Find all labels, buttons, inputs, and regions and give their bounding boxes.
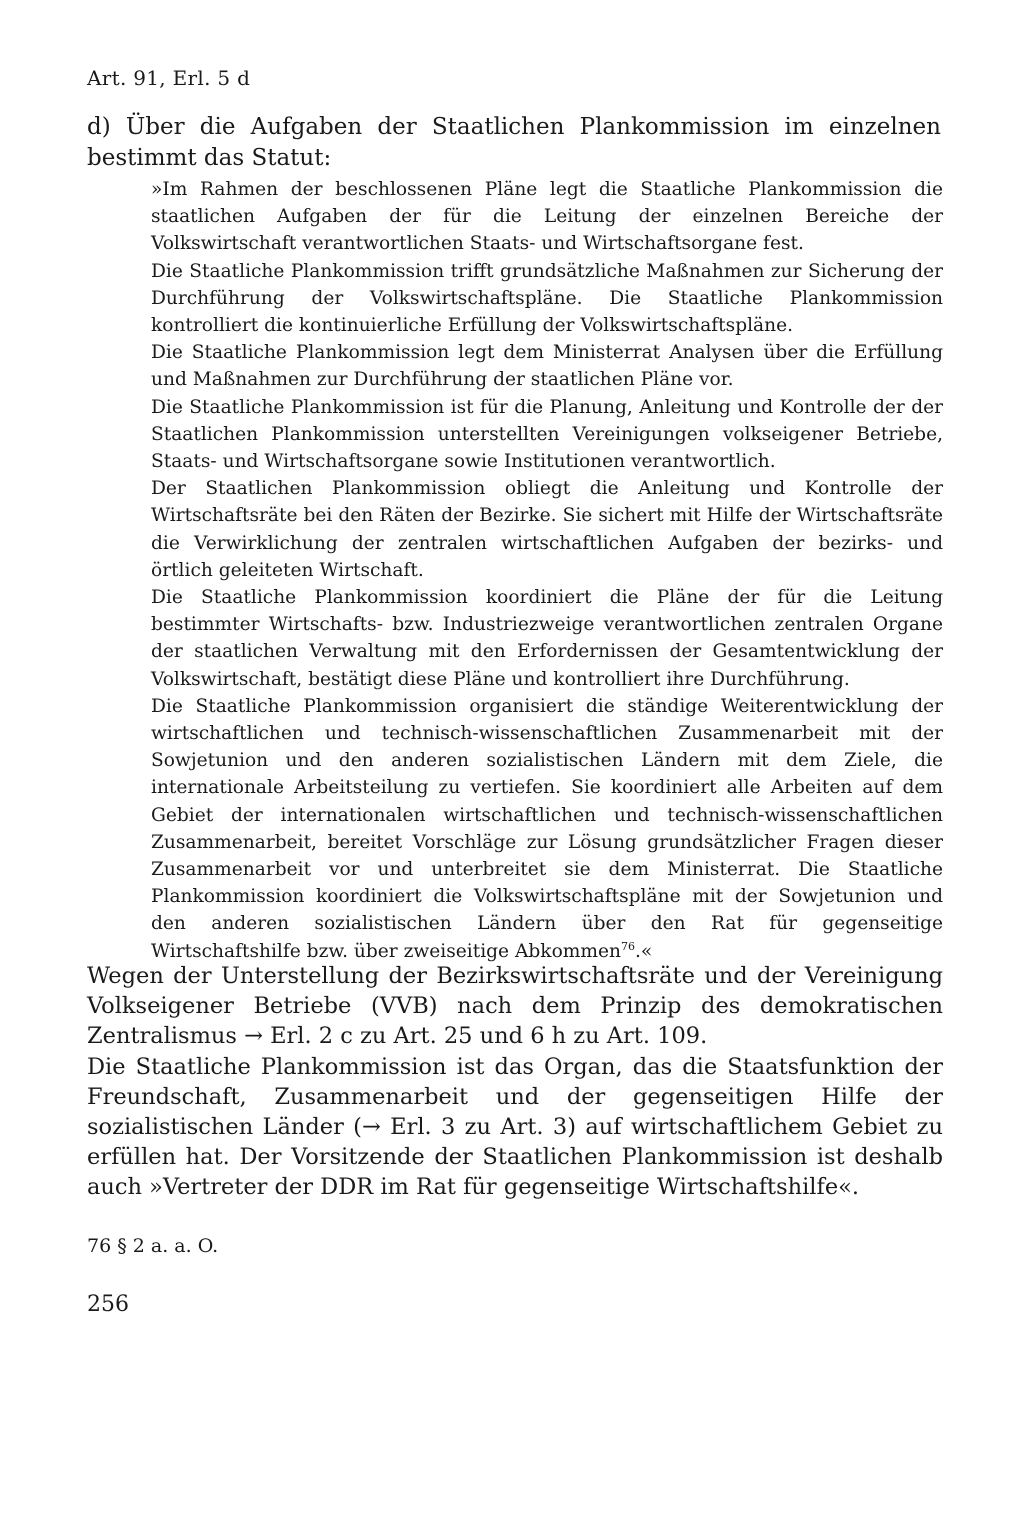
quote-paragraph: Die Staatliche Plankommission legt dem Ministerrat Analysen über die Erfüllung und Maßnahmen zur Durchführung der staatlichen Pläne vor. <box>151 342 943 391</box>
quote-paragraph: Der Staatlichen Plankommission obliegt die Anleitung und Kontrolle der Wirtschaftsräte bei den Räten der Bezirke. Sie sichert mit Hilfe der Wirtschaftsräte die Verwirklichung der zentralen wirtschaftlichen Aufgaben der bezirks- und örtlich geleiteten Wirtschaft. <box>151 478 943 581</box>
footnote: 76 § 2 a. a. O. <box>87 1235 219 1257</box>
section-intro: d) Über die Aufgaben der Staatlichen Plankommission im einzelnen bestimmt das Statut: <box>87 114 941 171</box>
quote-paragraph: Die Staatliche Plankommission ist für die Planung, Anleitung und Kontrolle der der Staatlichen Plankommission unterstellten Vereinigungen volkseigener Betriebe, Staats- und Wirtschaftsorgane sowie Institutionen verantwortlich. <box>151 396 943 473</box>
quote-closing-mark: .« <box>635 940 653 962</box>
page-number: 256 <box>87 1292 129 1317</box>
quote-paragraph-last <box>151 693 943 965</box>
running-head: Art. 91, Erl. 5 d <box>87 66 251 90</box>
quote-paragraph: »Im Rahmen der beschlossenen Pläne legt die Staatliche Plankommission die staatlichen Aufgaben der für die Leitung der einzelnen Bereiche der Volkswirtschaft verantwortlichen Staats- und Wirtschaftsorgane fest. <box>151 179 943 255</box>
commentary-paragraph: Die Staatliche Plankommission ist das Organ, das die Staatsfunktion der Freundschaft, Zusammenarbeit und der gegenseitigen Hilfe der sozialistischen Länder (→ Erl. 3 zu Art. 3) auf wirtschaftlichem Gebiet zu erfüllen hat. Der Vorsitzende der Staatlichen Plankommission ist deshalb auch »Vertreter der DDR im Rat für gegenseitige Wirtschaftshilfe«. <box>87 1053 943 1201</box>
footnote-reference[interactable]: 76 <box>621 939 635 953</box>
quote-paragraph: Die Staatliche Plankommission trifft grundsätzliche Maßnahmen zur Sicherung der Durchführung der Volkswirtschaftspläne. Die Staatliche Plankommission kontrolliert die kontinuierliche Erfüllung der Volkswirtschaftspläne. <box>151 260 943 337</box>
quote-last-text: Die Staatliche Plankommission organisiert die ständige Weiterentwicklung der wirtschaftlichen und technisch-wissenschaftlichen Zusammenarbeit mit der Sowjetunion und den anderen sozialistischen Ländern mit dem Ziele, die internationale Arbeitsteilung zu vertiefen. Sie koordiniert alle Arbeiten auf dem Gebiet der internationalen wirtschaftlichen und technisch-wissenschaftlichen Zusammenarbeit, bereitet Vorschläge zur Lösung grundsätzlicher Fragen dieser Zusammenarbeit vor und unterbreitet sie dem Ministerrat. Die Staatliche Plankommission koordiniert die Volkswirtschaftspläne mit der Sowjetunion und den anderen sozialistischen Ländern über den Rat für gegenseitige Wirtschaftshilfe bzw. über zweiseitige Abkommen <box>151 695 943 962</box>
commentary-text <box>87 961 943 1203</box>
statute-quote <box>151 176 943 965</box>
quote-paragraph: Die Staatliche Plankommission koordiniert die Pläne der für die Leitung bestimmter Wirtschafts- bzw. Industriezweige verantwortlichen zentralen Organe der staatlichen Verwaltung mit den Erfordernissen der Gesamtentwicklung der Volkswirtschaft, bestätigt diese Pläne und kontrolliert ihre Durchführung. <box>151 587 943 690</box>
commentary-paragraph: Wegen der Unterstellung der Bezirkswirtschaftsräte und der Vereinigung Volkseigener Betriebe (VVB) nach dem Prinzip des demokratischen Zentralismus → Erl. 2 c zu Art. 25 und 6 h zu Art. 109. <box>87 963 943 1050</box>
